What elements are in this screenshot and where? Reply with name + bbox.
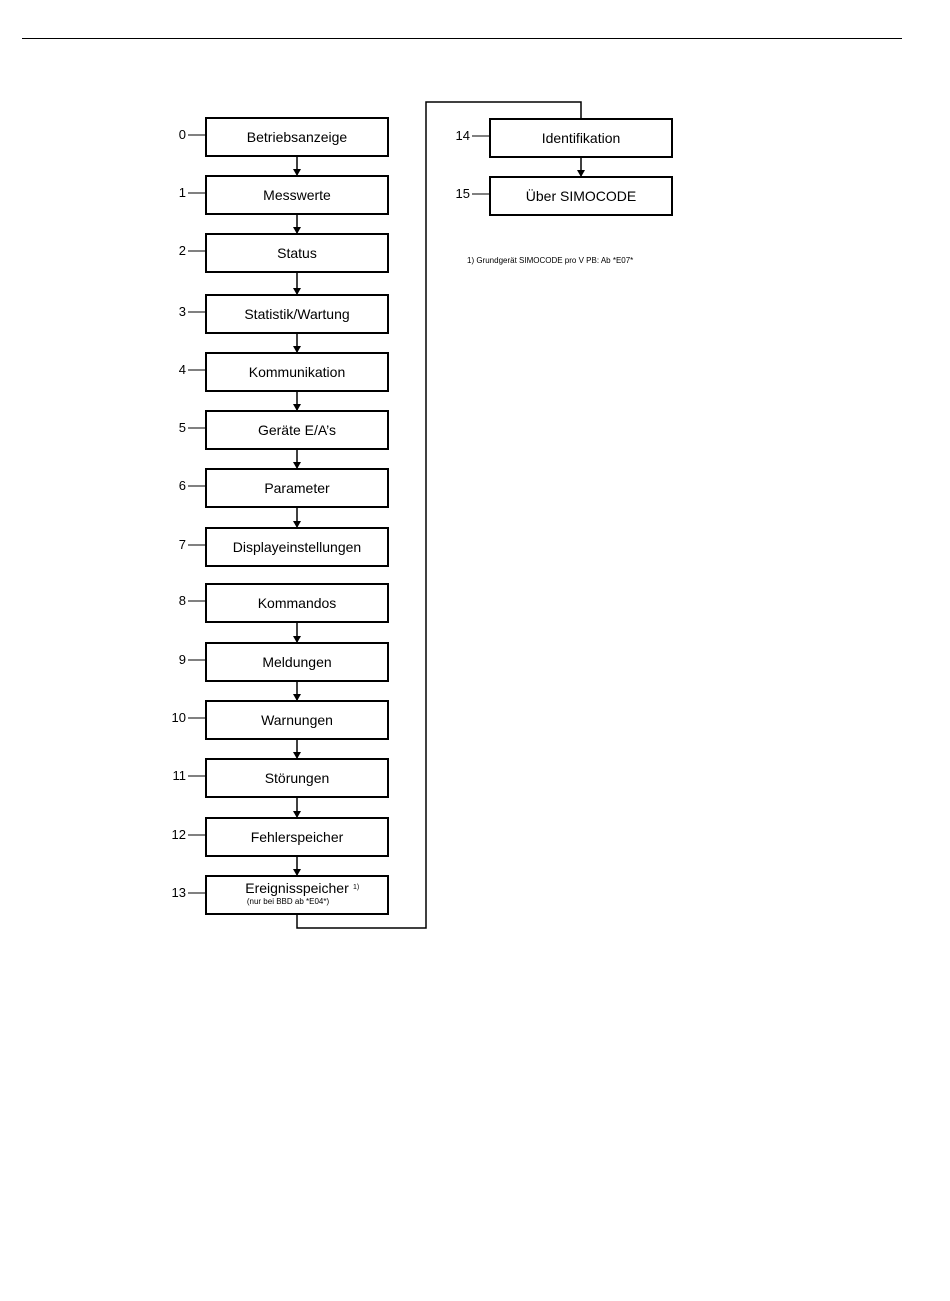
menu-label: Displayeinstellungen <box>232 539 362 555</box>
footnote-marker: 1) <box>353 884 360 891</box>
menu-label: Kommandos <box>257 595 337 611</box>
menu-item-15 <box>456 177 672 215</box>
menu-item-3 <box>179 295 388 333</box>
menu-item-4 <box>179 353 388 391</box>
menu-number: 8 <box>178 593 186 608</box>
menu-boxes <box>172 118 672 914</box>
menu-item-2 <box>179 234 388 272</box>
menu-number: 3 <box>178 304 186 319</box>
menu-item-14 <box>456 119 672 157</box>
menu-number: 14 <box>455 128 470 143</box>
menu-sublabel: (nur bei BBD ab *E04*) <box>246 897 330 906</box>
menu-number: 0 <box>178 127 186 142</box>
menu-label: Fehlerspeicher <box>250 829 344 845</box>
continuation-line <box>297 102 581 928</box>
menu-item-10 <box>172 701 388 739</box>
menu-item-13 <box>172 876 388 914</box>
menu-item-0 <box>179 118 388 156</box>
menu-number: 2 <box>178 243 186 258</box>
menu-label: Betriebsanzeige <box>246 129 348 145</box>
menu-number: 15 <box>455 186 470 201</box>
menu-item-1 <box>179 176 388 214</box>
menu-label: Störungen <box>264 770 330 786</box>
menu-label: Kommunikation <box>248 364 346 380</box>
menu-label: Identifikation <box>541 130 621 146</box>
menu-number: 1 <box>178 185 186 200</box>
menu-label: Messwerte <box>263 187 331 203</box>
menu-number: 11 <box>172 768 186 783</box>
menu-label: Meldungen <box>262 654 332 670</box>
menu-number: 5 <box>178 420 186 435</box>
menu-item-12 <box>172 818 388 856</box>
menu-label: Über SIMOCODE <box>525 188 637 204</box>
menu-number: 7 <box>178 537 186 552</box>
menu-label: Ereignisspeicher <box>245 880 349 896</box>
connectors <box>297 102 581 928</box>
menu-label: Status <box>277 245 317 261</box>
menu-number: 13 <box>171 885 186 900</box>
menu-label: Parameter <box>264 480 330 496</box>
menu-label: Statistik/Wartung <box>244 306 350 322</box>
menu-label: Geräte E/A’s <box>257 422 337 438</box>
menu-item-6 <box>179 469 388 507</box>
menu-label: Warnungen <box>261 712 333 728</box>
menu-number: 9 <box>178 652 186 667</box>
menu-item-8 <box>179 584 388 622</box>
menu-item-5 <box>179 411 388 449</box>
menu-item-11 <box>173 759 389 797</box>
menu-number: 12 <box>171 827 186 842</box>
menu-number: 10 <box>171 710 186 725</box>
menu-number: 4 <box>178 362 186 377</box>
footnote: 1) Grundgerät SIMOCODE pro V PB: Ab *E07* <box>467 256 634 265</box>
menu-number: 6 <box>178 478 186 493</box>
menu-item-7 <box>179 528 388 566</box>
menu-item-9 <box>179 643 388 681</box>
